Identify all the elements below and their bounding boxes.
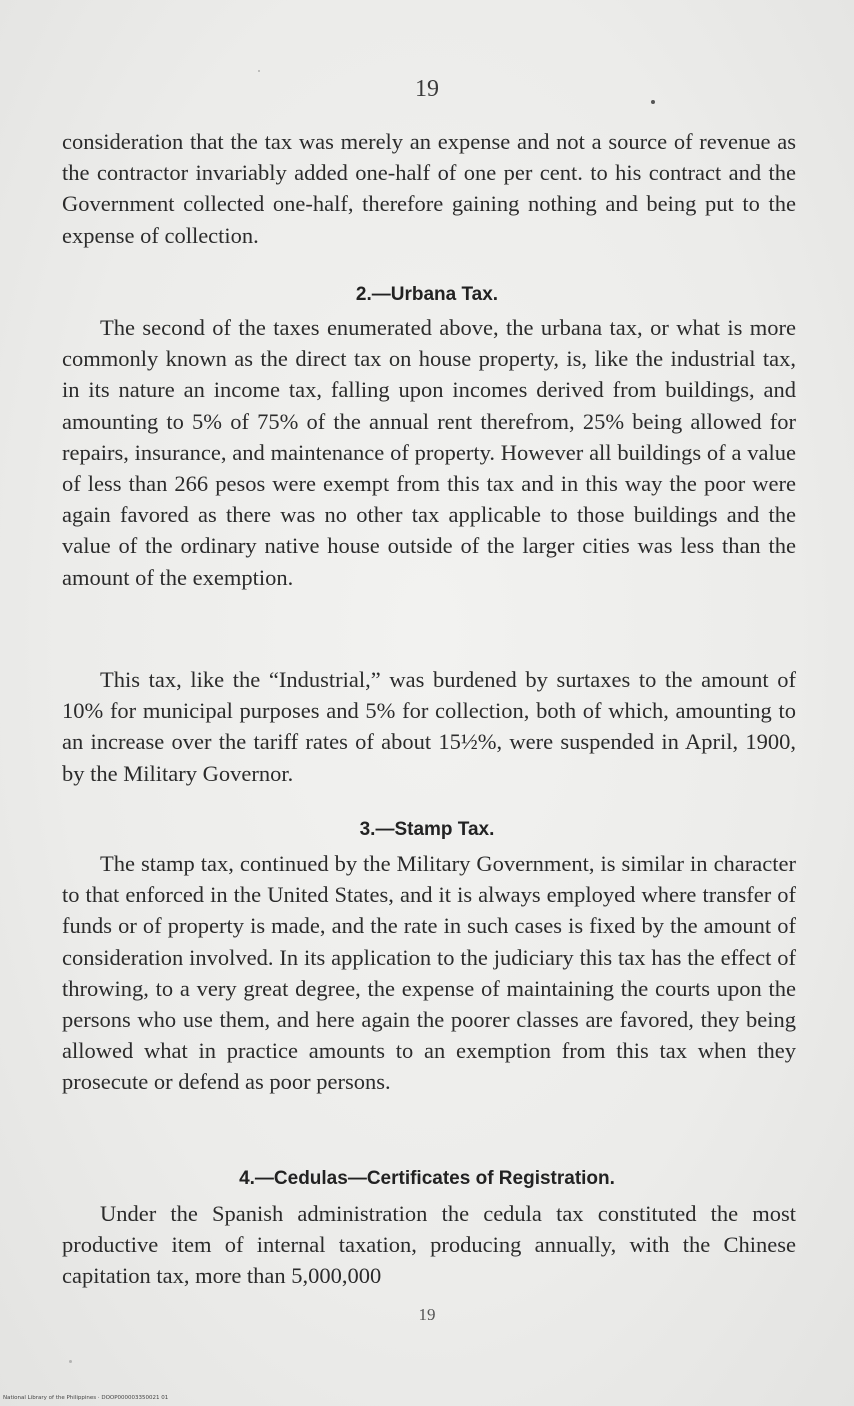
paragraph-cedulas xyxy=(62,1198,796,1292)
paragraph-stamp-tax xyxy=(62,848,796,1098)
section-heading-urbana-tax xyxy=(0,280,854,310)
heading-text: 3.—Stamp Tax. xyxy=(359,819,495,840)
paragraph-text: consideration that the tax was merely an expense and not a source of revenue as the contractor invariably added one-half of one per cent. to his contract and the Government collected one-half, therefore gaining nothing and being put to the expense of collection. xyxy=(62,129,796,248)
section-heading-cedulas xyxy=(0,1164,854,1194)
paragraph-continuation xyxy=(62,126,796,251)
scan-speck xyxy=(651,100,655,104)
section-heading-stamp-tax xyxy=(0,815,854,845)
scan-speck xyxy=(69,1360,72,1363)
paragraph-text: This tax, like the “Industrial,” was burdened by surtaxes to the amount of 10% for municipal purposes and 5% for collection, both of which, amounting to an increase over the tariff rates of about 15½%, were suspended in April, 1900, by the Military Governor. xyxy=(62,667,796,786)
page-number-bottom: 19 xyxy=(418,1305,436,1324)
scan-speck xyxy=(258,70,260,72)
page-number-top: 19 xyxy=(415,76,439,102)
paragraph-urbana-tax xyxy=(62,312,796,593)
heading-text: 4.—Cedulas—Certificates of Registration. xyxy=(239,1168,615,1189)
paragraph-text: The second of the taxes enumerated above, the urbana tax, or what is more commonly known as the direct tax on house property, is, like the industrial tax, in its nature an income tax, falling upon incomes derived from buildings, and amounting to 5% of 75% of the annual rent therefrom, 25% being allowed for repairs, insurance, and maintenance of property. However all buildings of a value of less than 266 pesos were exempt from this tax and in this way the poor were again favored as there was no other tax applicable to those buildings and the value of the ordinary native house outside of the larger cities was less than the amount of the exemption. xyxy=(62,315,796,590)
paragraph-surtaxes xyxy=(62,664,796,789)
archive-footer-stamp: National Library of the Philippines · DOOP000003350021 01 xyxy=(3,1395,169,1401)
paragraph-text: The stamp tax, continued by the Military Government, is similar in character to that enforced in the United States, and it is always employed where transfer of funds or of property is made, and the rate in such cases is fixed by the amount of consideration involved. In its application to the judiciary this tax has the effect of throwing, to a very great degree, the expense of maintaining the courts upon the persons who use them, and here again the poorer classes are favored, they being allowed what in practice amounts to an exemption from this tax when they prosecute or defend as poor persons. xyxy=(62,851,796,1095)
heading-text: 2.—Urbana Tax. xyxy=(355,284,499,305)
paragraph-text: Under the Spanish administration the cedula tax constituted the most productive item of internal taxation, producing annually, with the Chinese capitation tax, more than 5,000,000 xyxy=(62,1201,796,1289)
